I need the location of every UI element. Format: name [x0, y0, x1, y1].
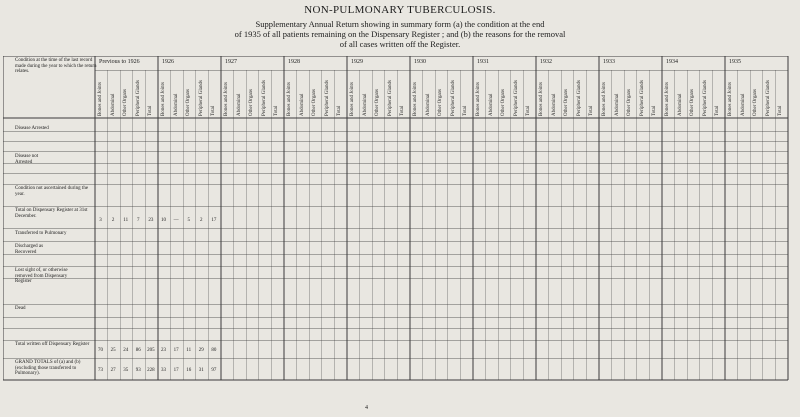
- page-title: NON-PULMONARY TUBERCULOSIS.: [304, 4, 496, 16]
- column-header: Abdominal: [236, 93, 242, 116]
- column-header: Other Organs: [186, 89, 192, 116]
- table-cell: 29: [198, 348, 204, 353]
- row-label-lost-sight: Lost sight of, or otherwise removed from Dispensary Register: [15, 268, 68, 284]
- table-cell: 93: [135, 368, 141, 373]
- table-cell: 16: [186, 368, 192, 373]
- column-header: Bones and Joints: [602, 82, 607, 116]
- table-cell: 10: [161, 218, 166, 223]
- table-cell: 23: [148, 218, 154, 223]
- column-header: Peripheral Glands: [261, 80, 267, 116]
- table-cell: 11: [186, 348, 192, 353]
- table-cell: 24: [123, 348, 129, 353]
- subtitle-line-3: of all cases written off the Register.: [339, 39, 461, 49]
- column-header: Total: [778, 105, 784, 116]
- column-header: Other Organs: [753, 89, 759, 116]
- column-header: Bones and Joints: [665, 82, 670, 116]
- year-header: 1930: [414, 59, 426, 65]
- column-header: Bones and Joints: [728, 82, 733, 116]
- column-header: Peripheral Glands: [198, 80, 204, 116]
- subtitle-line-2: of 1935 of all patients remaining on the Dispensary Register ; and (b) the reasons for the removal: [234, 29, 566, 39]
- column-header: Other Organs: [501, 89, 507, 116]
- row-label-discharged-recovered: Discharged as Recovered: [15, 244, 44, 255]
- column-header: Total: [715, 105, 721, 116]
- table-cell: 7: [137, 218, 140, 223]
- column-header: Abdominal: [110, 93, 116, 116]
- year-header: Previous to 1926: [99, 59, 140, 65]
- row-label-transferred-pulmonary: Transferred to Pulmonary: [15, 231, 67, 236]
- table-cell: 17: [173, 348, 179, 353]
- column-header: Other Organs: [312, 89, 318, 116]
- column-header: Total: [211, 105, 217, 116]
- column-header: Bones and Joints: [161, 82, 166, 116]
- column-header: Total: [337, 105, 343, 116]
- table-cell: 27: [110, 368, 116, 373]
- row-label-total-on-register: Total on Dispensary Register at 31st December.: [15, 208, 88, 219]
- column-header: Peripheral Glands: [324, 80, 330, 116]
- table-cell: 35: [123, 368, 129, 373]
- table-cell: 17: [211, 218, 217, 223]
- column-header: Bones and Joints: [413, 82, 418, 116]
- year-header: 1934: [666, 59, 678, 65]
- column-header: Peripheral Glands: [576, 80, 582, 116]
- column-header: Bones and Joints: [287, 82, 292, 116]
- column-header: Peripheral Glands: [513, 80, 519, 116]
- column-header: Peripheral Glands: [702, 80, 708, 116]
- column-header: Peripheral Glands: [765, 80, 771, 116]
- year-header: 1932: [540, 59, 552, 65]
- table-cell: 33: [161, 368, 166, 373]
- year-header: 1929: [351, 59, 363, 65]
- column-header: Abdominal: [740, 93, 746, 116]
- column-header: Other Organs: [375, 89, 381, 116]
- column-header: Abdominal: [173, 93, 179, 116]
- row-label-total-written-off: Total written off Dispensary Register: [15, 342, 90, 347]
- column-header: Other Organs: [690, 89, 696, 116]
- table-cell: 3: [99, 218, 102, 223]
- year-header: 1927: [225, 59, 237, 65]
- table-cell: 228: [147, 368, 155, 373]
- year-header: 1933: [603, 59, 615, 65]
- table-cell: 25: [110, 348, 116, 353]
- row-label-diseases-arrested: Disease Arrested: [15, 126, 49, 131]
- column-header: Total: [274, 105, 280, 116]
- row-label-grand-totals: GRAND TOTALS of (a) and (b) (excluding those transferred to Pulmonary).: [15, 360, 81, 376]
- column-header: Peripheral Glands: [135, 80, 141, 116]
- column-header: Bones and Joints: [224, 82, 229, 116]
- column-header: Abdominal: [614, 93, 620, 116]
- column-header: Total: [589, 105, 595, 116]
- column-header: Total: [463, 105, 469, 116]
- table-cell: 23: [161, 348, 166, 353]
- table-cell: 70: [98, 348, 103, 353]
- column-header: Total: [148, 105, 154, 116]
- table-cell: 86: [135, 348, 141, 353]
- table-cell: 11: [123, 218, 129, 223]
- column-header: Bones and Joints: [539, 82, 544, 116]
- column-header: Abdominal: [299, 93, 305, 116]
- table-cell: 80: [211, 348, 217, 353]
- column-header: Other Organs: [564, 89, 570, 116]
- subtitle-line-1: Supplementary Annual Return showing in summary form (a) the condition at the end: [255, 19, 545, 29]
- row-label-condition-heading: Condition at the time of the last record made during the year to which the return relates.: [15, 58, 97, 74]
- column-header: Abdominal: [362, 93, 368, 116]
- row-label-dead: Dead: [15, 306, 26, 311]
- row-label-condition-not-ascertained: Condition not ascertained during the year.: [15, 186, 89, 197]
- footer-mark: 4: [365, 405, 368, 411]
- year-header: 1928: [288, 59, 300, 65]
- year-header: 1926: [162, 59, 174, 65]
- table-cell: 17: [173, 368, 179, 373]
- column-header: Total: [400, 105, 406, 116]
- column-header: Peripheral Glands: [387, 80, 393, 116]
- table-cell: 73: [98, 368, 103, 373]
- year-header: 1935: [729, 59, 741, 65]
- column-header: Bones and Joints: [98, 82, 103, 116]
- column-header: Peripheral Glands: [639, 80, 645, 116]
- column-header: Abdominal: [425, 93, 431, 116]
- column-header: Other Organs: [249, 89, 255, 116]
- table-cell: 31: [198, 368, 204, 373]
- year-header: 1931: [477, 59, 489, 65]
- column-header: Other Organs: [123, 89, 129, 116]
- table-cell: 97: [211, 368, 217, 373]
- column-header: Other Organs: [627, 89, 633, 116]
- table-cell: —: [173, 218, 179, 223]
- table-cell: 2: [111, 218, 115, 223]
- column-header: Total: [652, 105, 658, 116]
- table-cell: 205: [147, 348, 155, 353]
- row-label-disease-not-arrested: Disease not Arrested: [15, 154, 39, 165]
- column-header: Total: [526, 105, 532, 116]
- column-header: Other Organs: [438, 89, 444, 116]
- table-cell: 5: [187, 218, 190, 223]
- column-header: Abdominal: [677, 93, 683, 116]
- column-header: Abdominal: [488, 93, 494, 116]
- column-header: Bones and Joints: [350, 82, 355, 116]
- column-header: Bones and Joints: [476, 82, 481, 116]
- column-header: Abdominal: [551, 93, 557, 116]
- table-cell: 2: [200, 218, 203, 223]
- column-header: Peripheral Glands: [450, 80, 456, 116]
